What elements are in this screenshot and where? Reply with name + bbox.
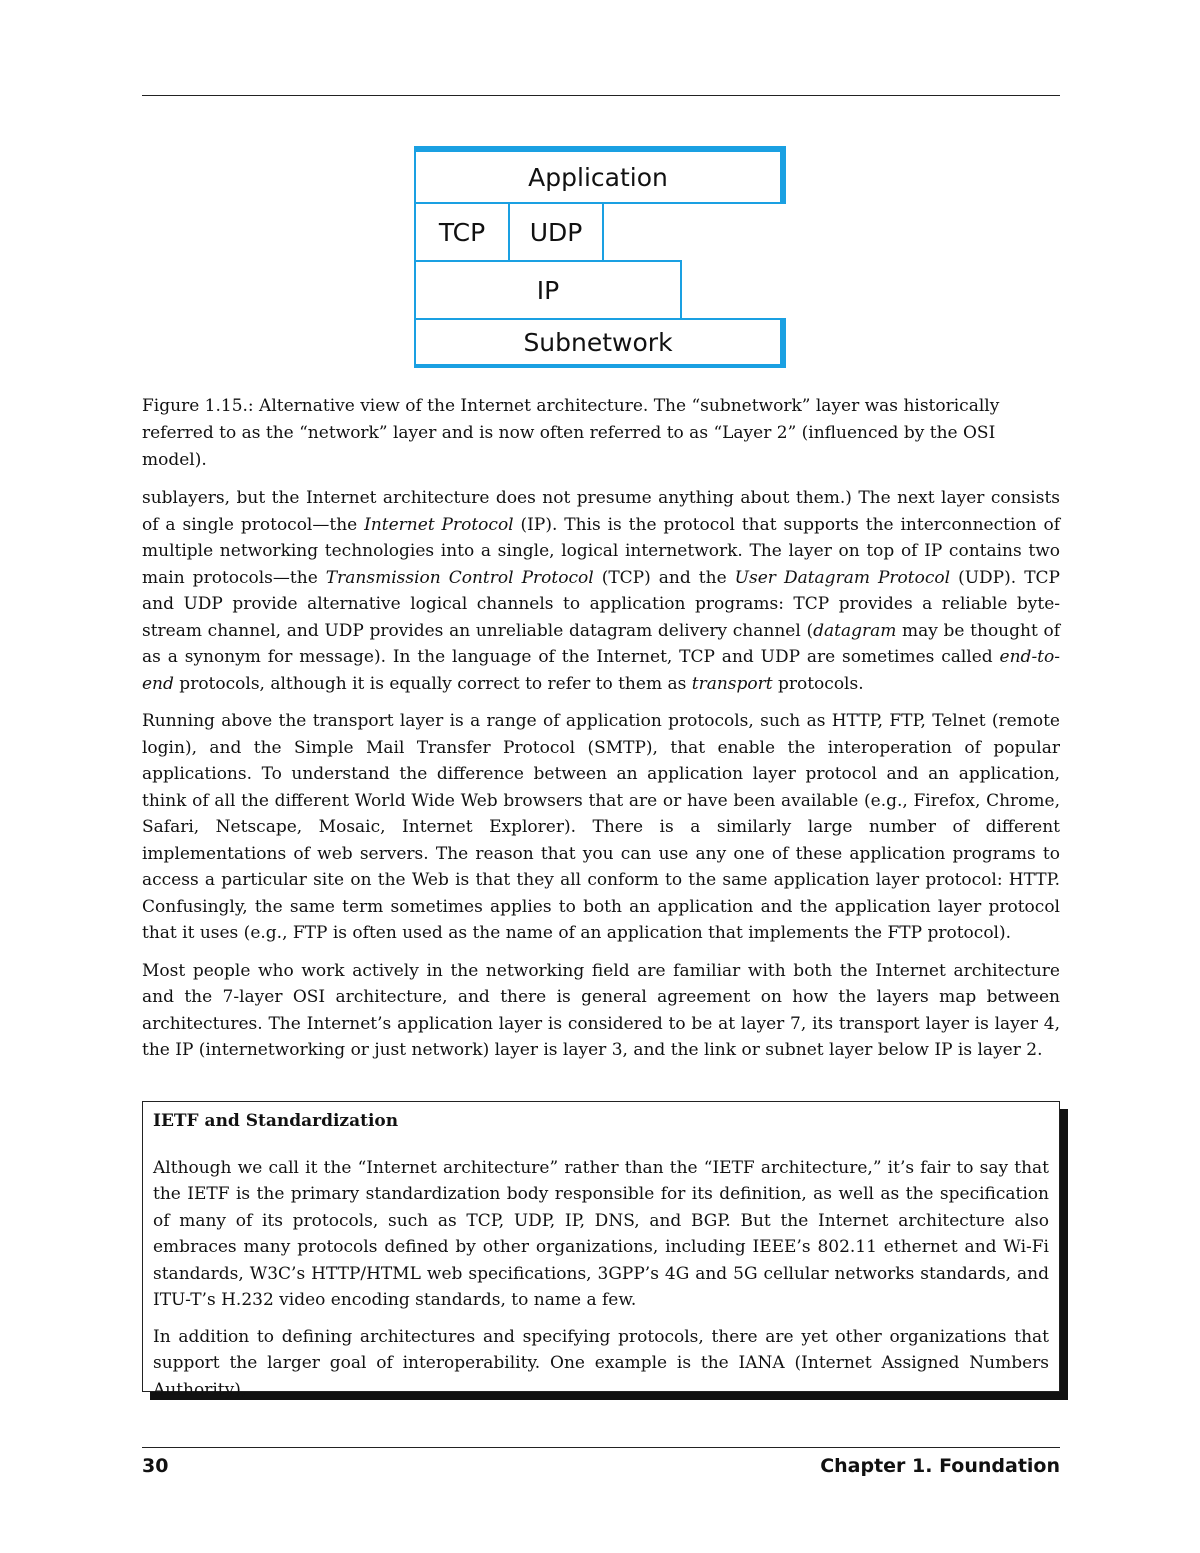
text-run: (TCP) and the: [593, 567, 735, 588]
footer-rule: [142, 1447, 1060, 1448]
layer-application: [414, 146, 786, 204]
italic-term: Internet Protocol: [364, 514, 514, 535]
italic-term: transport: [691, 673, 773, 694]
figure-caption: Figure 1.15.: Alternative view of the Internet architecture. The “subnetwork” layer was historically referred to as the “network” layer and is now often referred to as “Layer 2” (influenced by the OSI model).: [142, 396, 1000, 470]
italic-term: end-to-end: [142, 647, 1060, 694]
page-number: 30: [142, 1455, 169, 1477]
sidebar-paragraph-1: Although we call it the “Internet architecture” rather than the “IETF architecture,” it’s fair to say that the IETF is the primary standardization body responsible for its definition, as well as the specification of many of its protocols, such as TCP, UDP, IP, DNS, and BGP. But the Internet architecture also embraces many protocols defined by other organizations, including IEEE’s 802.11 ethernet and Wi-Fi standards, W3C’s HTTP/HTML web specifications, 3GPP’s 4G and 5G cellular networks standards, and ITU-T’s H.232 video encoding standards, to name a few.: [153, 1157, 1049, 1310]
body-text: [142, 485, 1060, 1075]
italic-term: Transmission Control Protocol: [325, 567, 594, 588]
text-run: sublayers, but the Internet architecture does not presume anything about them.) The next layer consists of a single protocol—the: [142, 488, 1060, 535]
text-run: protocols.: [772, 673, 864, 694]
layer-ip: [414, 260, 682, 320]
layer-udp: [508, 202, 604, 262]
paragraph-2: Running above the transport layer is a range of application protocols, such as HTTP, FTP, Telnet (remote login), and the Simple Mail Transfer Protocol (SMTP), that enable the interoperation of popular applications. To understand the difference between an application layer protocol and an application, think of all the different World Wide Web browsers that are or have been available (e.g., Firefox, Chrome, Safari, Netscape, Mosaic, Internet Explorer). There is a similarly large number of different implementations of web servers. The reason that you can use any one of these application programs to access a particular site on the Web is that they all conform to the same application layer protocol: HTTP. Confusingly, the same term sometimes applies to both an application and the application layer protocol that it uses (e.g., FTP is often used as the name of an application that implements the FTP protocol).: [142, 711, 1060, 943]
layer-subnetwork: [414, 318, 786, 368]
italic-term: User Datagram Protocol: [734, 567, 951, 588]
layer-subnetwork-label: Subnetwork: [523, 327, 673, 357]
sidebar-title: IETF and Standardization: [153, 1111, 399, 1131]
text-run: (IP). This is the protocol that supports the interconnection of multiple networking technologies into a single, logical internetwork. The layer on top of IP contains two main protocols—the: [142, 514, 1060, 588]
text-run: may be thought of as a synonym for message). In the language of the Internet, TCP and UDP are sometimes called: [142, 620, 1060, 667]
text-run: (UDP). TCP and UDP provide alternative logical channels to application programs: TCP provides a reliable byte-stream channel, and UDP provides an unreliable datagram delivery channel (: [142, 567, 1060, 641]
text-run: protocols, although it is equally correct to refer to them as: [173, 673, 692, 694]
paragraph-1: [142, 485, 1060, 697]
italic-term: datagram: [813, 620, 897, 641]
layer-tcp-label: TCP: [438, 217, 486, 247]
header-rule: [142, 95, 1060, 96]
sidebar-box: [142, 1101, 1060, 1400]
paragraph-3: Most people who work actively in the networking field are familiar with both the Internet architecture and the 7-layer OSI architecture, and there is general agreement on how the layers map between architectures. The Internet’s application layer is considered to be at layer 7, its transport layer is layer 4, the IP (internetworking or just network) layer is layer 3, and the link or subnet layer below IP is layer 2.: [142, 960, 1060, 1060]
layer-ip-label: IP: [536, 275, 560, 305]
layer-tcp: [414, 202, 510, 262]
sidebar-paragraph-2: In addition to defining architectures and specifying protocols, there are yet other organizations that support the larger goal of interoperability. One example is the IANA (Internet Assigned Numbers Authority),: [153, 1326, 1049, 1400]
internet-architecture-diagram: [414, 146, 786, 368]
chapter-title: Chapter 1. Foundation: [820, 1455, 1060, 1477]
layer-udp-label: UDP: [529, 217, 583, 247]
layer-application-label: Application: [528, 162, 668, 192]
